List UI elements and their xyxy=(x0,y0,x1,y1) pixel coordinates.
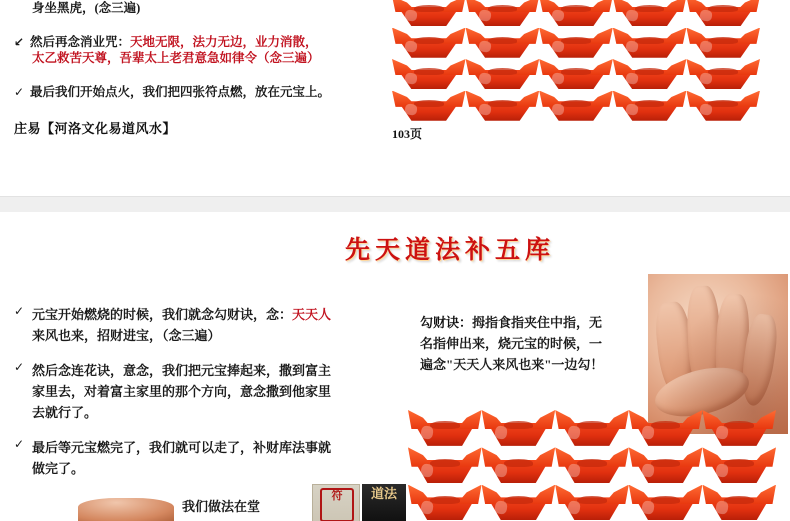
ingot xyxy=(408,447,482,484)
slide-two-title: 先天道法补五库 xyxy=(344,237,555,264)
ingot xyxy=(482,410,556,447)
ingot xyxy=(392,59,466,91)
ingot xyxy=(482,485,556,521)
side-note-line-2: 名指伸出来，烧元宝的时候，一 xyxy=(420,336,603,351)
slide-two-paragraph-3 xyxy=(14,437,394,479)
ingot xyxy=(702,447,776,484)
dark-card-photo: 道法 xyxy=(362,484,406,521)
side-note-line-1: 拇指食指夹住中指，无 xyxy=(472,315,603,330)
ingot xyxy=(392,91,466,123)
ingot xyxy=(686,59,760,91)
ingot xyxy=(555,485,629,521)
paragraph-1-line-1 xyxy=(32,304,394,325)
ingot xyxy=(392,28,466,60)
paragraph-2-line-2: 家里去，对着富主家里的那个方向，意念撒到他家里 xyxy=(32,384,332,399)
ingot xyxy=(555,410,629,447)
ingot xyxy=(613,28,687,60)
seal-icon: 符 xyxy=(320,488,354,521)
paragraph-2-line-3: 去就行了。 xyxy=(32,405,98,420)
check-bullet-icon: ✓ xyxy=(14,304,25,318)
slide-one-line-4-text: 最后我们开始点火，我们把四张符点燃，放在元宝上。 xyxy=(30,85,331,99)
paragraph-3-line-2: 做完了。 xyxy=(32,461,85,476)
ingot xyxy=(408,485,482,521)
ingot xyxy=(702,485,776,521)
ingot xyxy=(539,59,613,91)
ingot xyxy=(629,447,703,484)
slide-two-bottom-text: 我们做法在堂 xyxy=(182,499,261,514)
ingot xyxy=(482,447,556,484)
ingot xyxy=(686,0,760,28)
ingot xyxy=(613,59,687,91)
ingot xyxy=(539,28,613,60)
slide-one-line-3: 太乙救苦天尊，吾辈太上老君意急如律令（念三遍） xyxy=(32,51,320,65)
arrow-bullet-icon: ↙ xyxy=(14,35,25,49)
slide-one-line-4 xyxy=(14,84,374,100)
ingot xyxy=(539,0,613,28)
slide-two xyxy=(0,212,790,521)
talisman-photo xyxy=(312,484,360,521)
slide-one-line-2-red: 天地无限，法力无边，业力消散， xyxy=(130,35,318,49)
ingot xyxy=(629,485,703,521)
slide-two-ingot-photo xyxy=(408,410,776,521)
slide-one xyxy=(0,0,790,196)
paragraph-2-line-1: 然后念连花诀，意念，我们把元宝捧起来，撒到富主 xyxy=(32,363,332,378)
check-bullet-icon: ✓ xyxy=(14,437,25,451)
check-bullet-icon: ✓ xyxy=(14,360,25,374)
slide-one-line-1: 身坐黑虎，(念三遍) xyxy=(32,1,141,15)
slide-two-text-column xyxy=(14,304,394,493)
ingot xyxy=(466,91,540,123)
side-note-line-3: 遍念"天天人来风也来"一边勾！ xyxy=(420,357,604,372)
ingot xyxy=(686,28,760,60)
slide-two-paragraph-1 xyxy=(14,304,394,346)
ingot xyxy=(466,28,540,60)
side-note-label: 勾财诀： xyxy=(420,315,473,330)
check-bullet-icon: ✓ xyxy=(14,85,25,99)
paragraph-1-line-1-tail: 天天人 xyxy=(292,307,332,322)
paragraph-1-line-1-head: 元宝开始燃烧的时候，我们就念勾财诀，念： xyxy=(32,307,293,322)
slide-one-line-2-head: 然后再念消业咒： xyxy=(30,35,131,49)
slide-two-side-note xyxy=(420,312,640,375)
ingot xyxy=(392,0,466,28)
ingot xyxy=(466,0,540,28)
ingot xyxy=(613,0,687,28)
slide-two-paragraph-2 xyxy=(14,360,394,423)
ingot xyxy=(408,410,482,447)
slide-one-page-caption: 103页 xyxy=(392,127,423,141)
ingot xyxy=(555,447,629,484)
slide-one-ingot-photo xyxy=(392,0,760,122)
slide-one-text-column xyxy=(14,0,374,100)
paragraph-3-line-1: 最后等元宝燃完了，我们就可以走了，补财库法事就 xyxy=(32,440,332,455)
ingot xyxy=(686,91,760,123)
slide-one-footer: 庄易【河洛文化易道风水】 xyxy=(14,121,177,136)
ingot xyxy=(539,91,613,123)
ingot xyxy=(466,59,540,91)
ingot xyxy=(629,410,703,447)
ingot xyxy=(702,410,776,447)
bottom-hand-photo xyxy=(78,498,174,521)
paragraph-1-line-2: 来风也来，招财进宝，（念三遍） xyxy=(32,328,221,343)
ingot xyxy=(613,91,687,123)
slide-one-line-2 xyxy=(14,34,374,50)
